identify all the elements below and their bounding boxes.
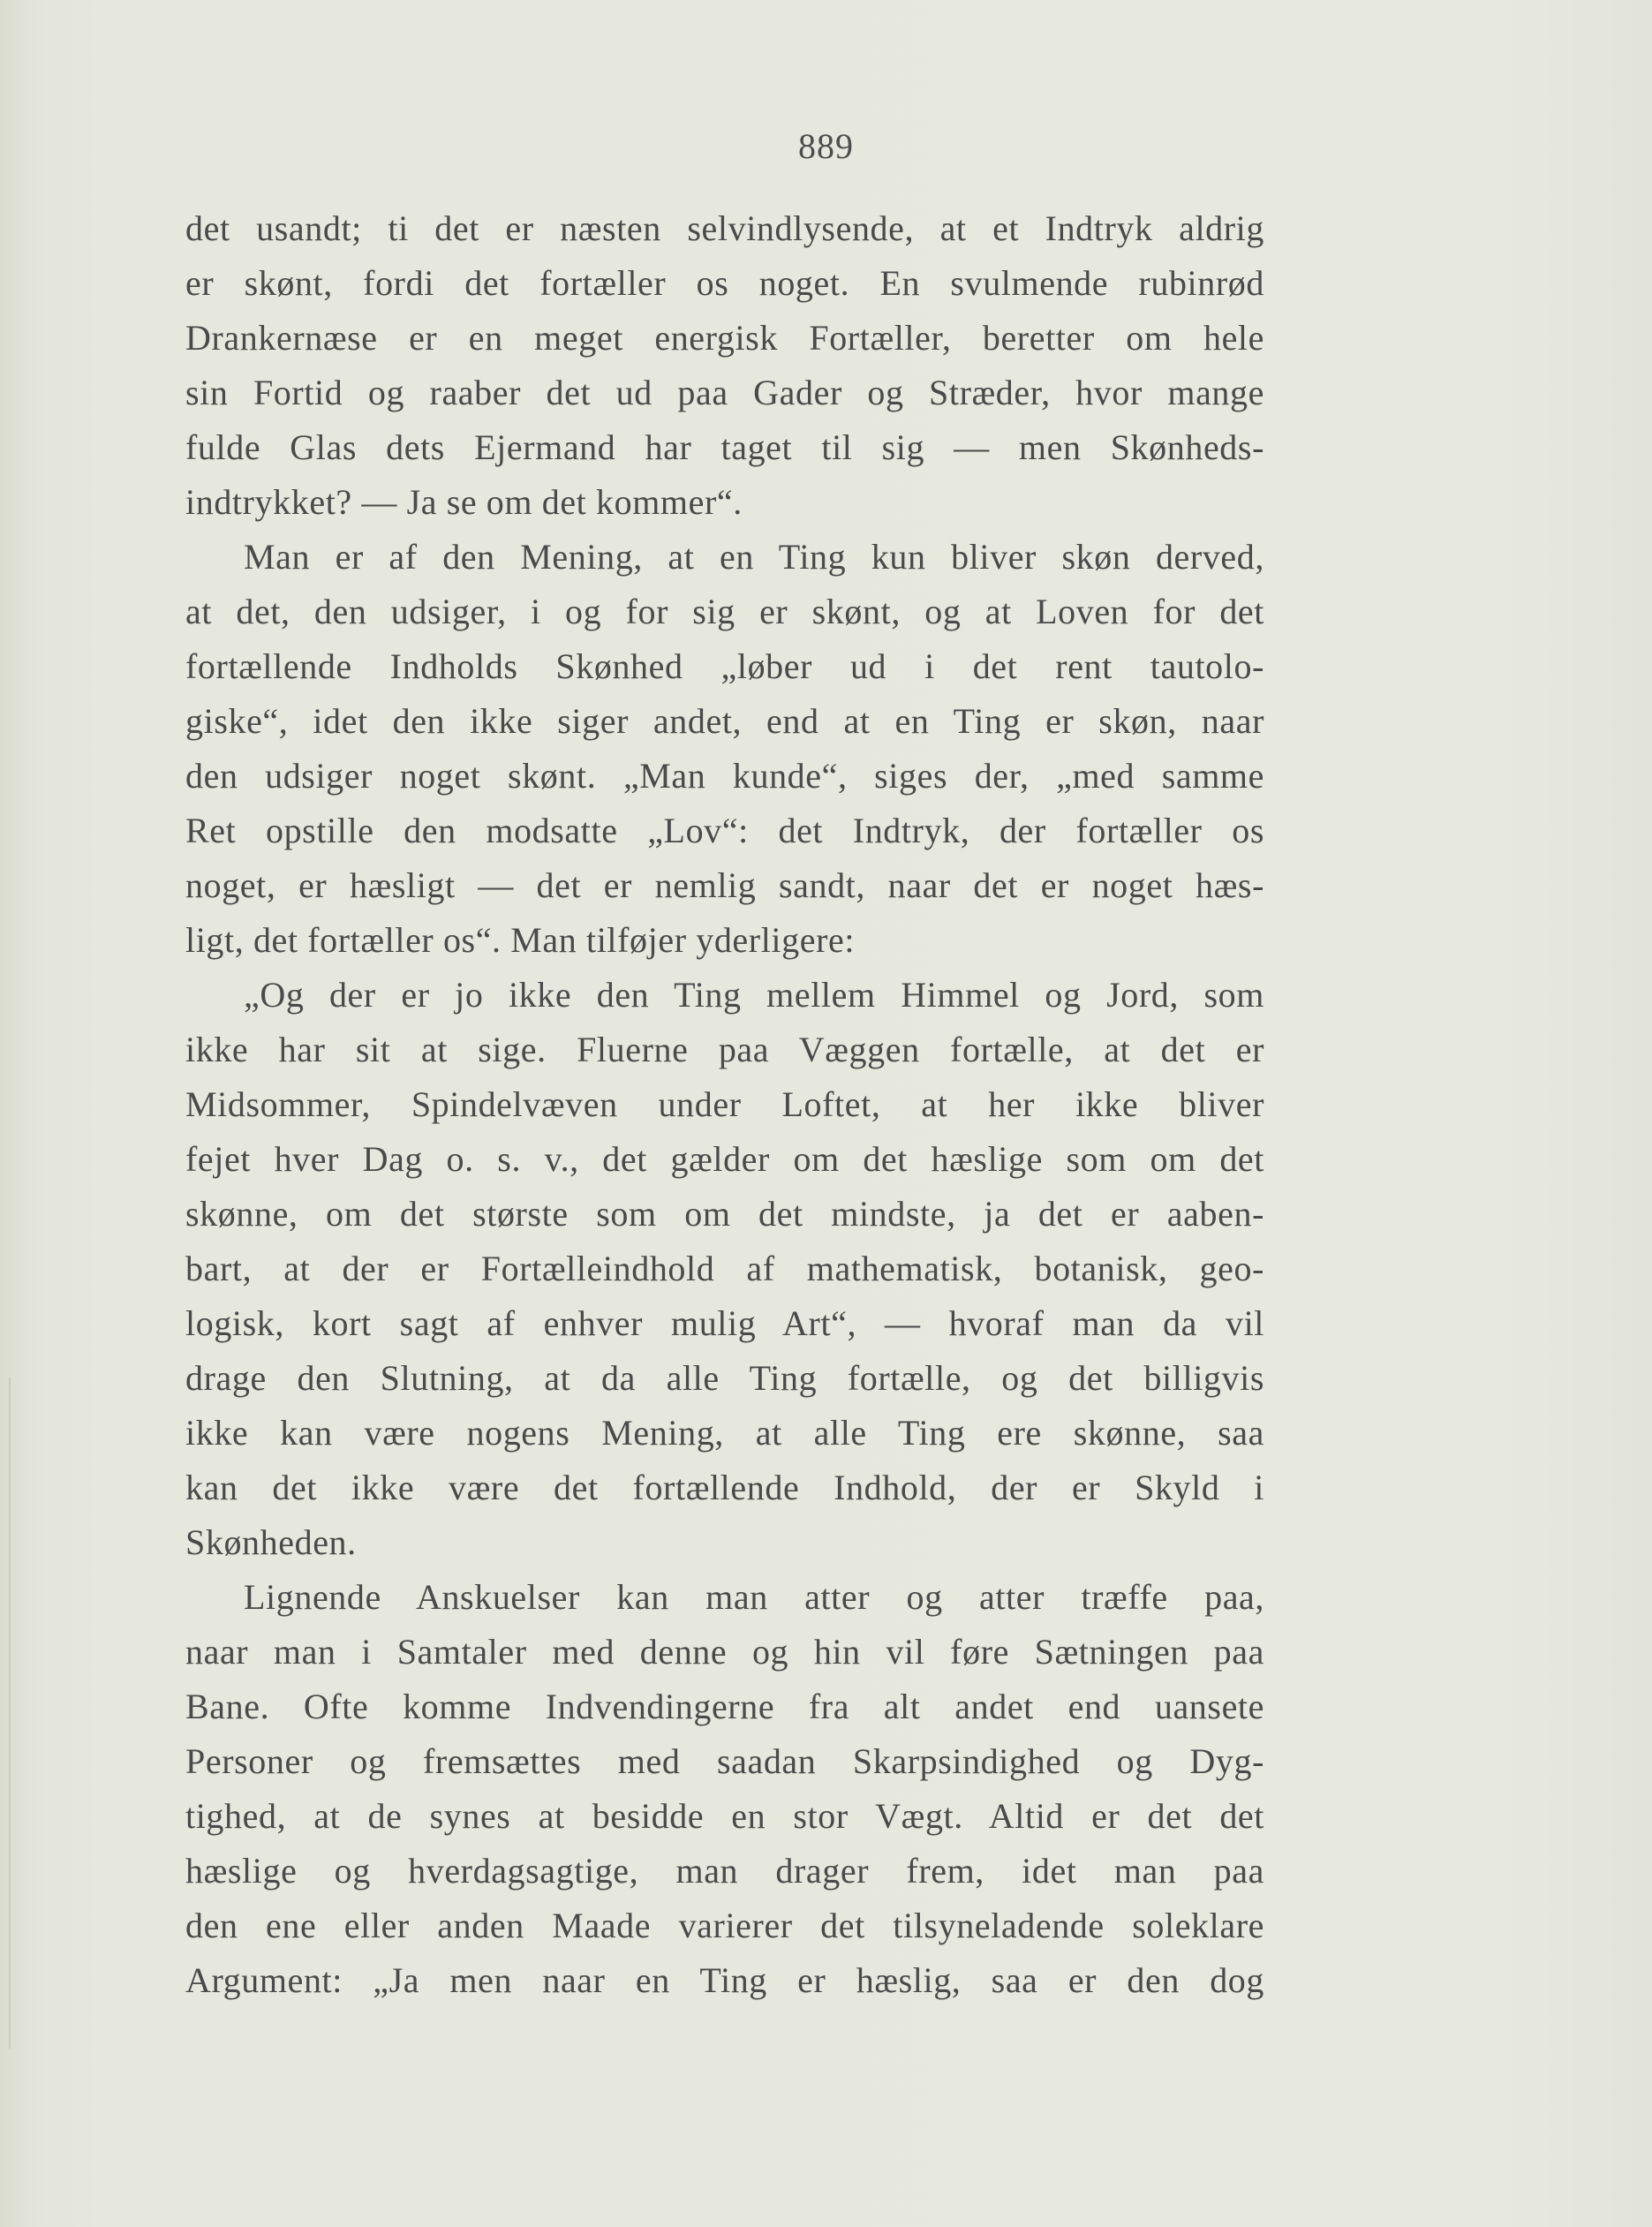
text-line: det usandt; ti det er næsten selvindlysende, at et Indtryk aldrig xyxy=(185,208,1264,248)
text-line: Midsommer, Spindelvæven under Loftet, at her ikke bliver xyxy=(185,1084,1264,1124)
text-line: noget, er hæsligt — det er nemlig sandt, naar det er noget hæs- xyxy=(185,865,1264,905)
text-line: Lignende Anskuelser kan man atter og atter træffe paa, xyxy=(244,1577,1264,1617)
page-number: 889 xyxy=(798,126,854,166)
text-line: Bane. Ofte komme Indvendingerne fra alt andet end uansete xyxy=(185,1687,1264,1726)
text-line: giske“, idet den ikke siger andet, end at en Ting er skøn, naar xyxy=(185,701,1264,741)
binding-edge xyxy=(9,1378,11,2049)
text-line: fulde Glas dets Ejermand har taget til sig — men Skønheds- xyxy=(185,427,1264,467)
text-line: Argument: „Ja men naar en Ting er hæslig, saa er den dog xyxy=(185,1960,1264,2000)
text-line: den ene eller anden Maade varierer det tilsyneladende soleklare xyxy=(185,1906,1264,1945)
text-line: Man er af den Mening, at en Ting kun bliver skøn derved, xyxy=(244,537,1264,577)
text-line: indtrykket? — Ja se om det kommer“. xyxy=(185,482,743,522)
text-line: er skønt, fordi det fortæller os noget. En svulmende rubinrød xyxy=(185,263,1264,303)
text-line: den udsiger noget skønt. „Man kunde“, siges der, „med samme xyxy=(185,756,1264,796)
text-line: at det, den udsiger, i og for sig er skønt, og at Loven for det xyxy=(185,592,1264,631)
body-text xyxy=(185,201,1264,2008)
text-line: logisk, kort sagt af enhver mulig Art“, — hvoraf man da vil xyxy=(185,1303,1264,1343)
text-line: fortællende Indholds Skønhed „løber ud i det rent tautolo- xyxy=(185,646,1264,686)
text-line: drage den Slutning, at da alle Ting fortælle, og det billigvis xyxy=(185,1358,1264,1398)
text-line: Personer og fremsættes med saadan Skarpsindighed og Dyg- xyxy=(185,1741,1264,1781)
text-line: ikke har sit at sige. Fluerne paa Væggen fortælle, at det er xyxy=(185,1030,1264,1069)
text-line: Drankernæse er en meget energisk Fortæller, beretter om hele xyxy=(185,318,1264,358)
text-line: bart, at der er Fortælleindhold af mathematisk, botanisk, geo- xyxy=(185,1249,1264,1288)
text-line: hæslige og hverdagsagtige, man drager frem, idet man paa xyxy=(185,1851,1264,1891)
text-line: ikke kan være nogens Mening, at alle Ting ere skønne, saa xyxy=(185,1413,1264,1453)
text-line: ligt, det fortæller os“. Man tilføjer yderligere: xyxy=(185,920,856,960)
text-line: skønne, om det største som om det mindste, ja det er aaben- xyxy=(185,1194,1264,1234)
text-line: Ret opstille den modsatte „Lov“: det Indtryk, der fortæller os xyxy=(185,811,1264,850)
text-line: tighed, at de synes at besidde en stor Vægt. Altid er det det xyxy=(185,1796,1264,1836)
text-line: fejet hver Dag o. s. v., det gælder om det hæslige som om det xyxy=(185,1139,1264,1179)
text-line: sin Fortid og raaber det ud paa Gader og Stræder, hvor mange xyxy=(185,373,1264,412)
text-line: kan det ikke være det fortællende Indhold, der er Skyld i xyxy=(185,1468,1264,1507)
text-line: „Og der er jo ikke den Ting mellem Himmel og Jord, som xyxy=(244,975,1264,1015)
text-line: naar man i Samtaler med denne og hin vil føre Sætningen paa xyxy=(185,1632,1264,1672)
text-line: Skønheden. xyxy=(185,1522,357,1562)
